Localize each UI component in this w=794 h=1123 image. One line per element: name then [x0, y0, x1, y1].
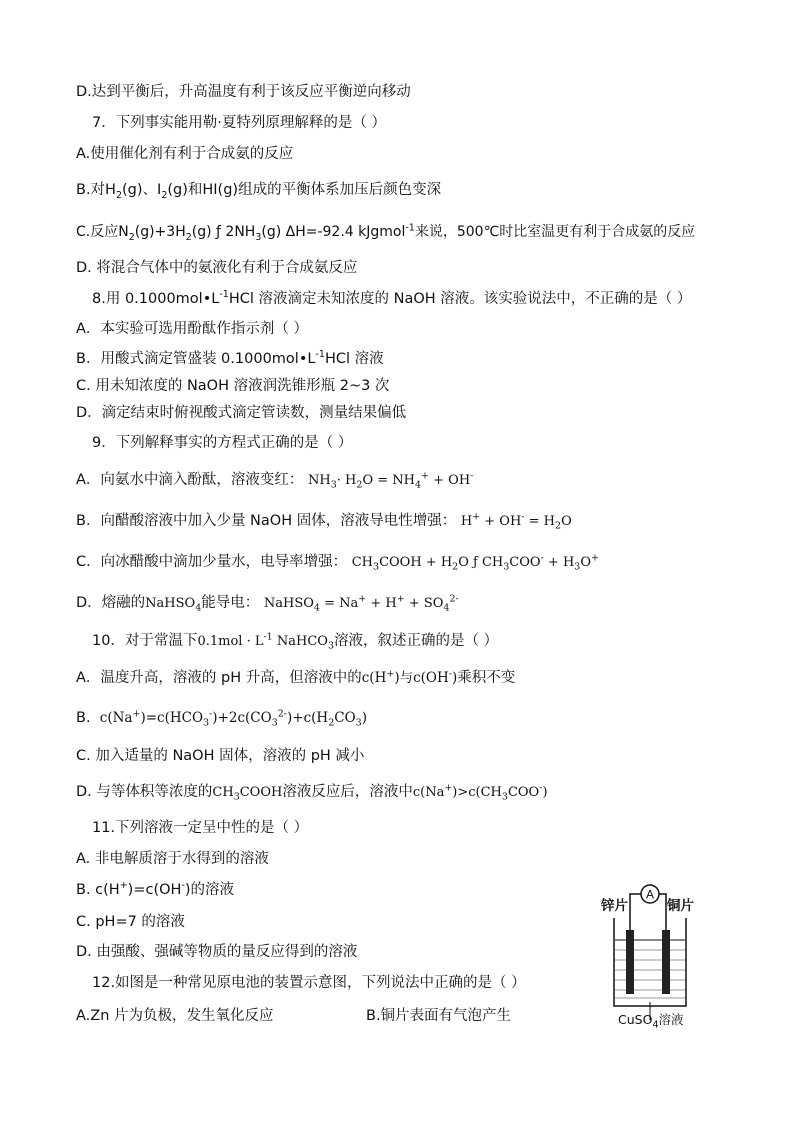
text: )+c(H [287, 710, 329, 726]
q7-option-b [76, 180, 441, 200]
text: (g) ƒ 2NH [191, 224, 256, 240]
superscript: -1 [405, 222, 415, 234]
ammeter-label: A [645, 887, 655, 902]
superscript: - [181, 880, 185, 892]
q8-option-c [76, 376, 389, 396]
text: O ƒ CH [458, 555, 504, 570]
q10-option-b [76, 708, 367, 728]
superscript: + [132, 708, 141, 720]
superscript: + [358, 593, 367, 605]
question-8 [92, 289, 691, 309]
text: B．向醋酸溶液中加入少量 NaOH 固体，溶液导电性增强： [76, 513, 457, 529]
text: + OH [429, 473, 471, 488]
text: )=c(OH [127, 882, 182, 898]
text: D.达到平衡后，升高温度有利于该反应平衡逆向移动 [76, 84, 411, 100]
q8-option-d [76, 403, 406, 423]
text: HCl 溶液滴定未知浓度的 NaOH 溶液。该实验说法中，不正确的是（ ） [228, 291, 692, 307]
zinc-electrode [626, 930, 634, 994]
text: + OH [480, 514, 522, 529]
text: A．温度升高，溶液的 pH 升高，但溶液中的 [76, 670, 362, 686]
subscript: 4 [443, 602, 450, 614]
q8-option-a [76, 319, 308, 339]
superscript: + [421, 470, 429, 482]
text: (g)+3H [134, 224, 186, 240]
text: COOH + H [379, 555, 453, 570]
text: + H [543, 555, 575, 570]
subscript: 3 [255, 231, 262, 243]
question-10 [92, 631, 498, 652]
subscript: 2 [128, 231, 135, 243]
text: (g)、I [122, 182, 162, 198]
text: + H [366, 596, 397, 611]
superscript: + [119, 880, 128, 892]
subscript: 3 [373, 561, 380, 573]
text: HCl 溶液 [324, 351, 384, 367]
subscript: 3 [330, 479, 337, 491]
formula [145, 596, 202, 614]
q9-option-b [76, 511, 572, 532]
wire-right [659, 894, 666, 930]
superscript: - [448, 668, 452, 680]
zinc-label: 锌片 [601, 898, 628, 914]
superscript: - [521, 511, 525, 523]
text: ) [451, 670, 458, 686]
text: · H [336, 473, 357, 488]
equation [308, 470, 474, 491]
q11-option-c [76, 912, 185, 932]
text: CuSO [618, 1012, 653, 1027]
question-7 [92, 113, 386, 133]
superscript: -1 [219, 289, 229, 301]
text: C.反应N [76, 224, 129, 240]
superscript: -1 [263, 631, 273, 643]
line-d-equilibrium [76, 82, 411, 102]
text: 溶液反应后，溶液中 [282, 784, 413, 800]
equation [351, 552, 599, 573]
q11-option-a [76, 849, 269, 869]
text: D．熔融的 [76, 595, 146, 611]
text: B.铜片表面有气泡产生 [366, 1008, 512, 1024]
text: NaHSO [263, 596, 314, 611]
text: B. [76, 710, 91, 726]
text: 能导电： [201, 595, 260, 611]
subscript: 3 [233, 791, 240, 803]
text: c(Na [99, 710, 133, 726]
text: B．用酸式滴定管盛装 0.1000mol•L [76, 351, 316, 367]
q8-option-b [76, 349, 384, 369]
text: )与c(OH [394, 670, 449, 686]
subscript: 3 [355, 717, 362, 729]
text: NaHCO [272, 634, 328, 649]
text: 0.1mol · L [197, 634, 264, 649]
subscript: 3 [271, 717, 278, 729]
q9-option-a [76, 470, 473, 491]
formula [197, 631, 334, 652]
text: )的溶液 [184, 882, 235, 898]
subscript: 2 [555, 520, 562, 532]
q9-option-d [76, 593, 459, 614]
superscript: 2- [449, 593, 459, 605]
q7-option-a [76, 144, 293, 164]
q10-option-d [76, 782, 548, 803]
text: B.对H [76, 182, 116, 198]
solution-label [618, 1010, 684, 1030]
text: CO [334, 710, 356, 726]
subscript: 2 [328, 717, 335, 729]
subscript: 3 [327, 640, 334, 652]
equation [460, 511, 572, 532]
superscript: + [591, 552, 599, 564]
superscript: -1 [315, 349, 325, 361]
q12-option-b [366, 1006, 511, 1026]
text: NaHSO [145, 596, 196, 611]
text: A.使用催化剂有利于合成氨的反应 [76, 146, 294, 162]
text: A.Zn 片为负极，发生氧化反应 [76, 1008, 274, 1024]
text: A. 非电解质溶于水得到的溶液 [76, 851, 269, 867]
equation [99, 708, 367, 729]
text: D．滴定结束时俯视酸式滴定管读数，测量结果偏低 [76, 405, 407, 421]
text: C. 用未知浓度的 NaOH 溶液润洗锥形瓶 2~3 次 [76, 378, 390, 394]
text: C. pH=7 的溶液 [76, 914, 185, 930]
formula [412, 782, 548, 803]
superscript: + [472, 511, 481, 523]
wire-left [630, 894, 641, 930]
superscript: - [470, 470, 474, 482]
subscript: 2 [161, 189, 168, 201]
text: COOH [239, 785, 283, 800]
text: )+2c(CO [212, 710, 272, 726]
q9-option-c [76, 552, 599, 573]
q10-option-c [76, 746, 364, 766]
text: = H [524, 514, 556, 529]
formula [362, 670, 458, 686]
subscript: 4 [195, 602, 202, 614]
text: D. 与等体积等浓度的 [76, 784, 213, 800]
subscript: 3 [574, 561, 581, 573]
question-11 [92, 818, 308, 838]
text: )>c(CH [452, 785, 502, 800]
superscript: - [539, 782, 543, 794]
text: (g) ΔH=-92.4 kJgmol [261, 224, 406, 240]
subscript: 4 [652, 1019, 659, 1031]
subscript: 4 [414, 479, 422, 491]
superscript: + [386, 668, 395, 680]
text: 来说，500℃时比室温更有利于合成氨的反应 [414, 224, 696, 240]
text: c(H [361, 670, 387, 686]
text: A．向氨水中滴入酚酞，溶液变红： [76, 472, 304, 488]
text: H [460, 514, 473, 529]
text: 10．对于常温下 [92, 633, 198, 649]
beaker [614, 918, 686, 1006]
subscript: 4 [313, 602, 320, 614]
superscript: + [396, 593, 405, 605]
subscript: 2 [356, 479, 363, 491]
text: 11.下列溶液一定呈中性的是（ ） [92, 820, 309, 836]
subscript: 2 [185, 231, 192, 243]
text: 8.用 0.1000mol•L [92, 291, 220, 307]
text: D. 由强酸、强碱等物质的量反应得到的溶液 [76, 944, 358, 960]
text: 9．下列解释事实的方程式正确的是（ ） [92, 435, 353, 451]
text: COO [509, 555, 541, 570]
equation [263, 593, 459, 614]
q7-option-c [76, 222, 695, 242]
q11-option-d [76, 942, 357, 962]
q12-option-a [76, 1006, 274, 1026]
q11-option-b [76, 880, 234, 900]
text: 7．下列事实能用勒·夏特列原理解释的是（ ） [92, 115, 386, 131]
text: = Na [319, 596, 359, 611]
text: A．本实验可选用酚酞作指示剂（ ） [76, 321, 309, 337]
text: 溶液 [658, 1012, 684, 1027]
subscript: 3 [503, 561, 510, 573]
text: C. 加入适量的 NaOH 固体，溶液的 pH 减小 [76, 748, 365, 764]
q7-option-d [76, 258, 357, 278]
question-12 [92, 973, 526, 993]
superscript: 2- [277, 708, 288, 720]
superscript: - [209, 708, 213, 720]
copper-label: 铜片 [667, 898, 694, 914]
text: 12.如图是一种常见原电池的装置示意图，下列说法中正确的是（ ） [92, 975, 526, 991]
text: O = NH [362, 473, 415, 488]
subscript: 3 [203, 717, 210, 729]
subscript: 2 [115, 189, 123, 201]
text: ) [361, 710, 367, 726]
text: COO [507, 785, 540, 800]
superscript: + [444, 782, 453, 794]
text: 溶液，叙述正确的是（ ） [333, 633, 499, 649]
subscript: 2 [452, 561, 459, 573]
text: CH [351, 555, 374, 570]
solution-lines [615, 950, 685, 998]
text: 乘积不变 [457, 670, 516, 686]
text: D. 将混合气体中的氨液化有利于合成氨反应 [76, 260, 358, 276]
text: (g)和HI(g)组成的平衡体系加压后颜色变深 [167, 182, 442, 198]
text: B. c(H [76, 882, 120, 898]
text: )=c(HCO [140, 710, 204, 726]
q10-option-a [76, 668, 515, 688]
text: O [580, 555, 591, 570]
text: O [561, 514, 572, 529]
subscript: 3 [501, 791, 508, 803]
text: NH [308, 473, 331, 488]
copper-electrode [662, 930, 670, 994]
text: ) [542, 785, 548, 800]
question-9 [92, 433, 352, 453]
text: C．向冰醋酸中滴加少量水，电导率增强： [76, 554, 348, 570]
text: c(Na [412, 785, 445, 800]
text: CH [212, 785, 234, 800]
superscript: - [540, 552, 544, 564]
text: + SO [404, 596, 444, 611]
formula [212, 785, 283, 803]
